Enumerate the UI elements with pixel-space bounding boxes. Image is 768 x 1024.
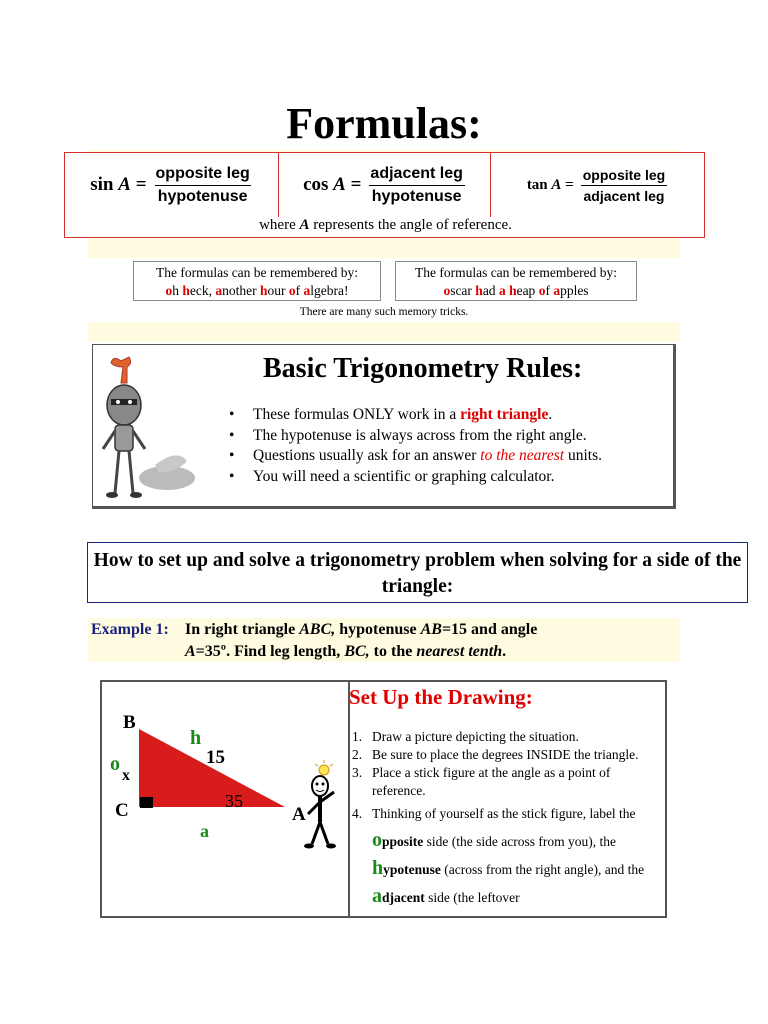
howto-heading: How to set up and solve a trigonometry problem when solving for a side of the triangle:	[87, 542, 748, 603]
setup-box	[100, 680, 667, 918]
steps-list	[352, 728, 667, 911]
list-item: • Questions usually ask for an answer to the nearest units.	[253, 446, 602, 467]
list-item: • The hypotenuse is always across from the right angle.	[253, 426, 602, 447]
formula-note: where A represents the angle of reference.	[259, 217, 512, 233]
angle-value: 35	[225, 791, 243, 811]
hyp-value: 15	[206, 747, 225, 768]
knight-figure-icon	[97, 353, 197, 503]
list-item: • You will need a scientific or graphing calculator.	[253, 467, 602, 488]
column-divider	[348, 682, 350, 918]
right-angle-marker	[140, 797, 153, 808]
rules-title: Basic Trigonometry Rules:	[263, 353, 583, 384]
rules-list	[253, 405, 602, 487]
sin-formula: sin A = $\frac{\text{opposite leg}}{\text{hypotenuse}}$	[90, 164, 250, 205]
unknown-x-label: x	[122, 767, 130, 784]
list-item: 4. Thinking of yourself as the stick figure, label the opposite side (the side across from you), the hypotenuse (across from the right angle), and the adjacent side (the leftover	[352, 806, 645, 907]
triangle-drawing	[102, 682, 348, 918]
example-label: Example 1:	[91, 621, 169, 638]
right-triangle	[139, 729, 285, 807]
vertex-c-label: C	[115, 800, 129, 821]
list-item: 2. Be sure to place the degrees INSIDE the triangle.	[352, 747, 639, 762]
setup-title: Set Up the Drawing:	[349, 685, 533, 709]
memory-box-right: The formulas can be remembered by: oscar had a heap of apples	[395, 261, 637, 301]
vertex-b-label: B	[123, 712, 136, 733]
list-item: 1. Draw a picture depicting the situation.	[352, 729, 579, 744]
hyp-label: h	[190, 727, 202, 749]
rules-box	[92, 344, 676, 509]
example-line-2: A=35º. Find leg length, BC, to the nearest tenth.	[185, 643, 507, 660]
page-title: Formulas:	[286, 99, 482, 148]
formula-box	[64, 152, 705, 238]
list-item: • These formulas ONLY work in a right triangle.	[253, 405, 602, 426]
vertex-a-label: A	[292, 804, 306, 825]
memory-tricks-note: There are many such memory tricks.	[299, 306, 469, 318]
example-line-1: In right triangle ABC, hypotenuse AB=15 and angle	[185, 621, 538, 638]
yellow-band	[88, 322, 680, 342]
memory-box-left: The formulas can be remembered by: oh heck, another hour of algebra!	[133, 261, 381, 301]
list-item: 3. Place a stick figure at the angle as a point of reference.	[352, 765, 611, 798]
opp-label: o	[110, 753, 120, 775]
tan-formula: tan A = $\frac{\text{opposite leg}}{\text{adjacent leg}}$	[491, 153, 704, 217]
cos-formula: cos A = $\frac{\text{adjacent leg}}{\text{hypotenuse}}$	[278, 153, 491, 217]
stick-figure-icon	[304, 760, 336, 849]
adj-label: a	[200, 821, 209, 841]
